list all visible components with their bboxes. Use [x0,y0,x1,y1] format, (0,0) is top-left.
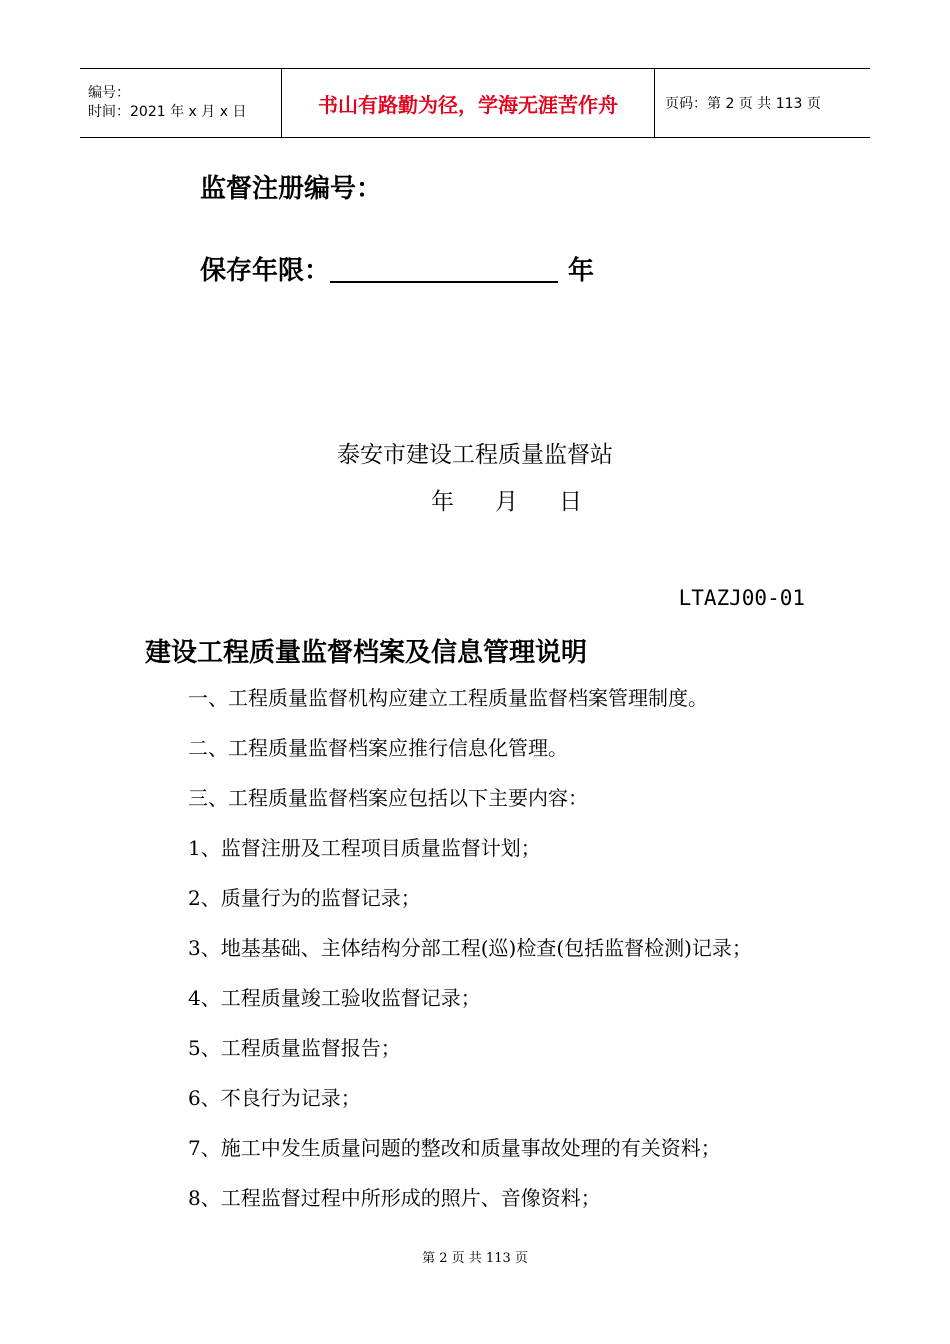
content-list [188,683,752,1233]
list-item: 4、工程质量竣工验收监督记录； [188,986,481,1010]
list-item: 2、质量行为的监督记录； [188,886,421,910]
list-item: 3、地基基础、主体结构分部工程(巡)检查(包括监督检测)记录； [188,936,752,960]
header-motto: 书山有路勤为径，学海无涯苦作舟 [282,69,655,137]
retention-blank-line [330,253,558,283]
list-item: 二、工程质量监督档案应推行信息化管理。 [188,736,568,760]
date-month: 月 [495,489,518,515]
list-item: 三、工程质量监督档案应包括以下主要内容： [188,786,588,810]
organization-name: 泰安市建设工程质量监督站 [337,442,613,468]
list-item: 1、监督注册及工程项目质量监督计划； [188,836,541,860]
registration-number-label: 监督注册编号： [200,174,383,204]
number-label: 编号： [88,85,130,101]
document-code: LTAZJ00-01 [678,586,805,610]
retention-label: 保存年限： [200,256,331,286]
page-footer: 第 2 页 共 113 页 [422,1251,528,1266]
list-item: 7、施工中发生质量问题的整改和质量事故处理的有关资料； [188,1136,721,1160]
document-title: 建设工程质量监督档案及信息管理说明 [145,638,588,668]
retention-unit: 年 [568,256,595,286]
date-year: 年 [431,489,454,515]
list-item: 6、不良行为记录； [188,1086,361,1110]
list-item: 一、工程质量监督机构应建立工程质量监督档案管理制度。 [188,686,708,710]
time-label: 时间：2021 年 x 月 x 日 [88,104,247,120]
retention-period [200,250,594,287]
list-item: 5、工程质量监督报告； [188,1036,401,1060]
header-meta [80,69,282,137]
list-item: 8、工程监督过程中所形成的照片、音像资料； [188,1186,601,1210]
header-page-info: 页码：第 2 页 共 113 页 [665,96,821,112]
date-day: 日 [559,489,582,515]
page-header [80,68,870,138]
